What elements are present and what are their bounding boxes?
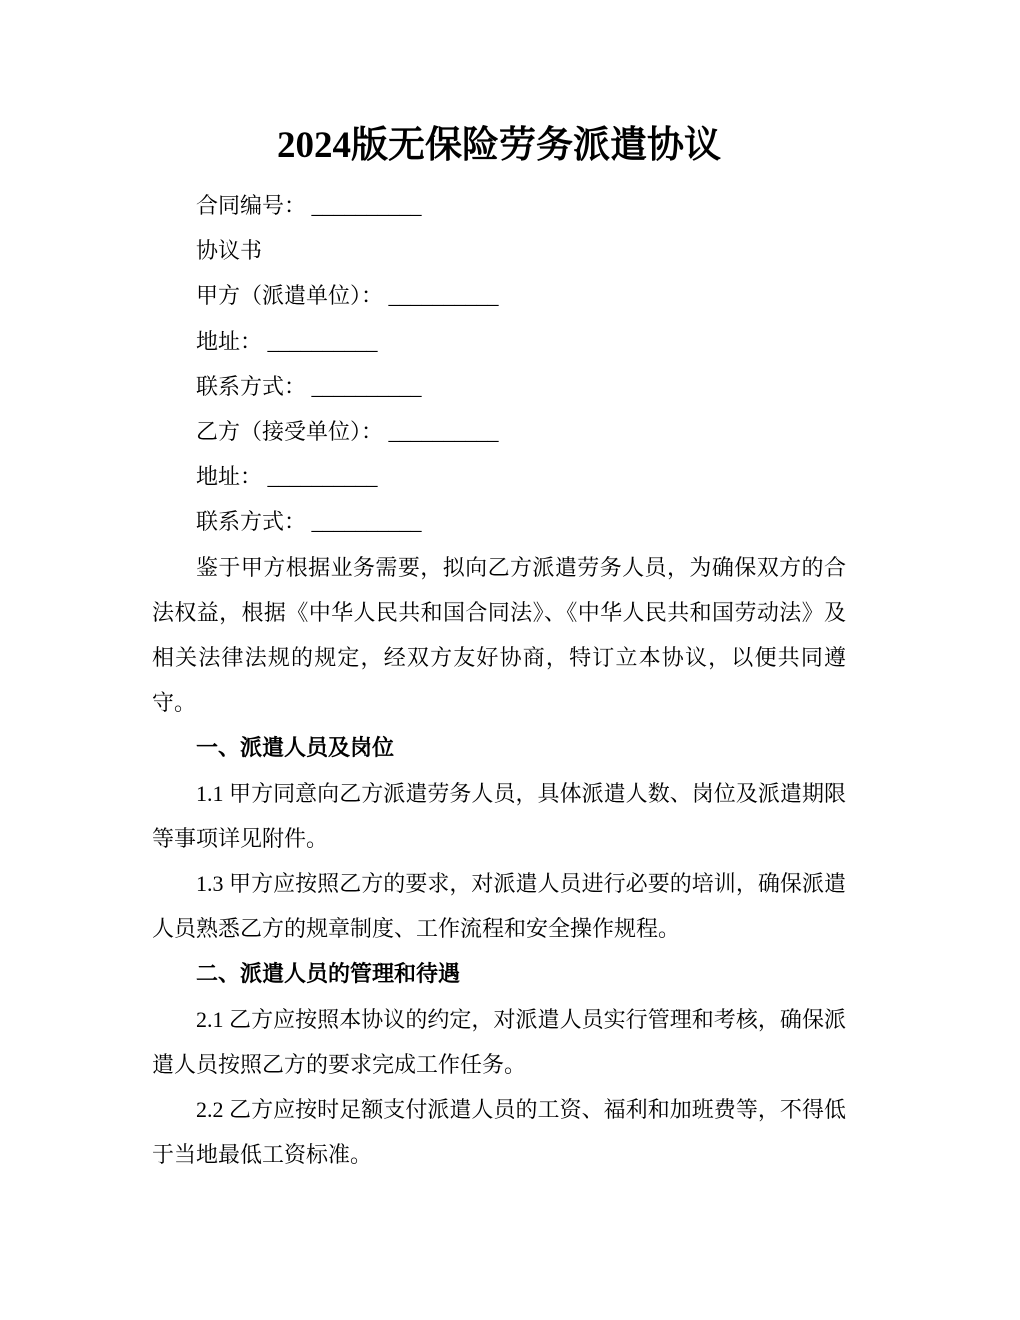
section-1-heading: 一、派遣人员及岗位 (196, 735, 395, 761)
field-label-party-a: 甲方（派遣单位）： (196, 283, 384, 309)
section-2-heading: 二、派遣人员的管理和待遇 (196, 961, 461, 987)
field-label-party-b: 乙方（接受单位）： (196, 419, 384, 445)
field-blank-party-a-address: __________ (262, 328, 378, 354)
field-line-agreement-doc (152, 228, 846, 273)
clause-2-2: 2.2 乙方应按时足额支付派遣人员的工资、福利和加班费等，不得低于当地最低工资标准。 (152, 1097, 846, 1168)
document-body (152, 183, 846, 1177)
clause-2-1: 2.1 乙方应按照本协议的约定，对派遣人员实行管理和考核，确保派遣人员按照乙方的要求完成工作任务。 (152, 1006, 846, 1077)
field-line-party-b-contact (152, 499, 846, 544)
field-label-party-a-address: 地址： (196, 328, 263, 354)
field-label-party-b-address: 地址： (196, 464, 263, 490)
field-blank-party-a: __________ (383, 283, 499, 309)
field-line-party-a-contact (152, 364, 846, 409)
field-label-agreement-doc: 协议书 (196, 238, 263, 264)
field-blank-party-a-contact: __________ (306, 373, 422, 399)
field-blank-contract-number: __________ (306, 193, 422, 218)
field-line-party-b (152, 409, 846, 454)
field-line-contract-number (152, 183, 846, 228)
field-blank-party-b-contact: __________ (306, 509, 422, 535)
field-line-party-b-address (152, 454, 846, 499)
preamble-paragraph: 鉴于甲方根据业务需要，拟向乙方派遣劳务人员，为确保双方的合法权益，根据《中华人民共和国合同法》、《中华人民共和国劳动法》及相关法律法规的规定，经双方友好协商，特订立本协议，以便共同遵守。 (152, 554, 846, 716)
field-label-party-b-contact: 联系方式： (196, 509, 307, 535)
document-title: 2024版无保险劳务派遣协议 (277, 125, 721, 166)
field-label-party-a-contact: 联系方式： (196, 373, 307, 399)
field-line-party-a (152, 273, 846, 318)
field-blank-party-b: __________ (383, 419, 499, 445)
field-label-contract-number: 合同编号： (196, 193, 307, 218)
document-content (152, 0, 846, 1177)
field-line-party-a-address (152, 319, 846, 364)
clause-1-3: 1.3 甲方应按照乙方的要求，对派遣人员进行必要的培训，确保派遣人员熟悉乙方的规章制度、工作流程和安全操作规程。 (152, 871, 846, 942)
field-blank-party-b-address: __________ (262, 464, 378, 490)
clause-1-1: 1.1 甲方同意向乙方派遣劳务人员，具体派遣人数、岗位及派遣期限等事项详见附件。 (152, 780, 846, 851)
